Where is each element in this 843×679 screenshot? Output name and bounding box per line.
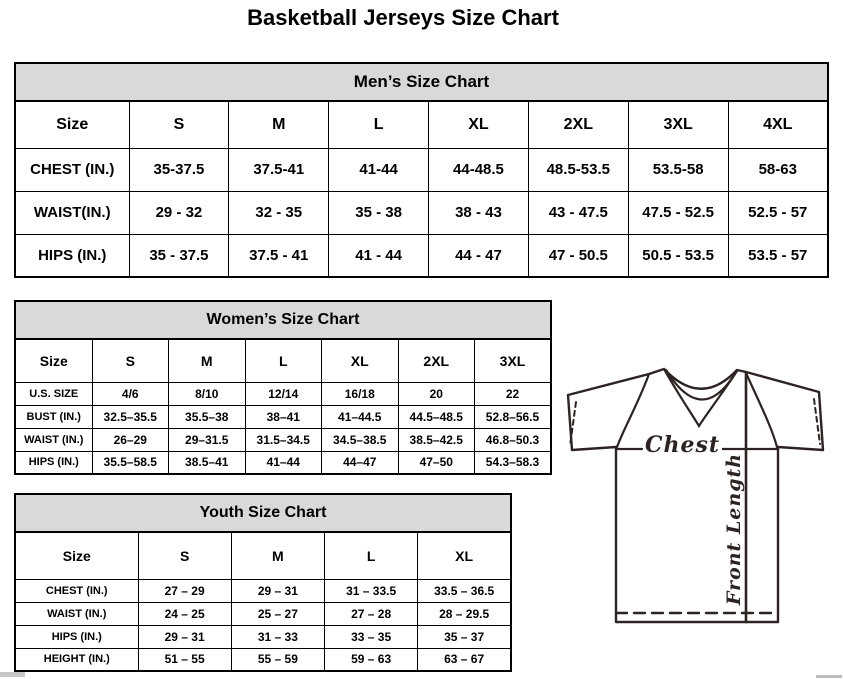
size-value-cell: 50.5 - 53.5 [628,234,728,277]
row-label-waist-in: WAIST (IN.) [15,602,138,625]
jersey-body-outline [568,369,823,622]
size-value-cell: 34.5–38.5 [322,428,399,451]
size-value-cell: 44–47 [322,451,399,474]
size-value-cell: 29 - 32 [129,191,229,234]
size-value-cell: 53.5 - 57 [728,234,828,277]
size-value-cell: 27 – 28 [325,602,418,625]
table-row [15,191,828,234]
row-label-hips-in: HIPS (IN.) [15,625,138,648]
row-label-height-in: HEIGHT (IN.) [15,648,138,671]
jersey-outline-graphic [556,362,840,630]
size-value-cell: 24 – 25 [138,602,231,625]
row-label-waist-in: WAIST (IN.) [15,428,92,451]
size-value-cell: 32 - 35 [229,191,329,234]
front-length-measure-label: Front Length [723,452,745,606]
table-row [15,602,511,625]
size-value-cell: 51 – 55 [138,648,231,671]
size-value-cell: 54.3–58.3 [475,451,552,474]
table-row [15,579,511,602]
size-value-cell: 41-44 [329,148,429,191]
size-column-header: Size [15,339,92,382]
size-value-cell: 20 [398,382,475,405]
size-value-cell: 33 – 35 [325,625,418,648]
womens-size-chart-table [14,300,552,475]
size-value-cell: 37.5-41 [229,148,329,191]
size-value-cell: 32.5–35.5 [92,405,169,428]
youth-table-title: Youth Size Chart [15,494,511,532]
row-label-hips-in: HIPS (IN.) [15,234,129,277]
row-label-chest-in: CHEST (IN.) [15,148,129,191]
column-header-s: S [92,339,169,382]
column-header-2xl: 2XL [398,339,475,382]
size-value-cell: 33.5 – 36.5 [418,579,511,602]
mens-size-chart-table [14,62,829,278]
size-value-cell: 44 - 47 [429,234,529,277]
size-value-cell: 53.5-58 [628,148,728,191]
row-label-waist-in: WAIST(IN.) [15,191,129,234]
size-value-cell: 41 - 44 [329,234,429,277]
size-value-cell: 29 – 31 [138,625,231,648]
size-column-header: Size [15,532,138,579]
row-label-hips-in: HIPS (IN.) [15,451,92,474]
youth-size-chart-table [14,493,512,672]
size-value-cell: 44.5–48.5 [398,405,475,428]
size-value-cell: 43 - 47.5 [528,191,628,234]
column-header-2xl: 2XL [528,101,628,148]
table-row [15,234,828,277]
size-value-cell: 47 - 50.5 [528,234,628,277]
column-header-l: L [329,101,429,148]
size-value-cell: 25 – 27 [231,602,324,625]
column-header-3xl: 3XL [475,339,552,382]
size-value-cell: 35.5–38 [169,405,246,428]
size-value-cell: 26–29 [92,428,169,451]
size-column-header: Size [15,101,129,148]
column-header-s: S [129,101,229,148]
size-value-cell: 35 - 38 [329,191,429,234]
size-value-cell: 47.5 - 52.5 [628,191,728,234]
size-value-cell: 59 – 63 [325,648,418,671]
womens-table-title: Women’s Size Chart [15,301,551,339]
size-value-cell: 16/18 [322,382,399,405]
size-value-cell: 31.5–34.5 [245,428,322,451]
size-value-cell: 41–44 [245,451,322,474]
row-label-bust-in: BUST (IN.) [15,405,92,428]
column-header-m: M [169,339,246,382]
column-header-m: M [231,532,324,579]
chest-measure-label: Chest [645,432,721,458]
size-value-cell: 44-48.5 [429,148,529,191]
size-value-cell: 48.5-53.5 [528,148,628,191]
size-value-cell: 46.8–50.3 [475,428,552,451]
size-value-cell: 35-37.5 [129,148,229,191]
size-value-cell: 38 - 43 [429,191,529,234]
scrollbar-fragment-left[interactable] [0,672,25,677]
size-value-cell: 29 – 31 [231,579,324,602]
size-value-cell: 58-63 [728,148,828,191]
column-header-4xl: 4XL [728,101,828,148]
size-value-cell: 35 – 37 [418,625,511,648]
table-row [15,625,511,648]
size-value-cell: 38.5–41 [169,451,246,474]
page-title: Basketball Jerseys Size Chart [247,5,559,30]
column-header-m: M [229,101,329,148]
scrollbar-fragment-right[interactable] [816,675,842,678]
size-value-cell: 4/6 [92,382,169,405]
column-header-s: S [138,532,231,579]
table-row [15,451,551,474]
size-value-cell: 63 – 67 [418,648,511,671]
size-value-cell: 35.5–58.5 [92,451,169,474]
size-value-cell: 52.5 - 57 [728,191,828,234]
size-value-cell: 29–31.5 [169,428,246,451]
row-label-u-s-size: U.S. SIZE [15,382,92,405]
size-value-cell: 47–50 [398,451,475,474]
column-header-xl: XL [418,532,511,579]
size-value-cell: 52.8–56.5 [475,405,552,428]
size-value-cell: 22 [475,382,552,405]
column-header-xl: XL [322,339,399,382]
table-row [15,428,551,451]
jersey-measurement-diagram [556,362,840,630]
size-value-cell: 8/10 [169,382,246,405]
size-value-cell: 38–41 [245,405,322,428]
size-value-cell: 37.5 - 41 [229,234,329,277]
size-value-cell: 38.5–42.5 [398,428,475,451]
size-value-cell: 27 – 29 [138,579,231,602]
column-header-l: L [325,532,418,579]
size-value-cell: 41–44.5 [322,405,399,428]
table-row [15,405,551,428]
size-value-cell: 28 – 29.5 [418,602,511,625]
size-value-cell: 31 – 33.5 [325,579,418,602]
size-value-cell: 12/14 [245,382,322,405]
column-header-3xl: 3XL [628,101,728,148]
table-row [15,648,511,671]
row-label-chest-in: CHEST (IN.) [15,579,138,602]
mens-table-title: Men’s Size Chart [15,63,828,101]
table-row [15,148,828,191]
size-value-cell: 55 – 59 [231,648,324,671]
size-value-cell: 31 – 33 [231,625,324,648]
column-header-l: L [245,339,322,382]
column-header-xl: XL [429,101,529,148]
table-row [15,382,551,405]
size-value-cell: 35 - 37.5 [129,234,229,277]
